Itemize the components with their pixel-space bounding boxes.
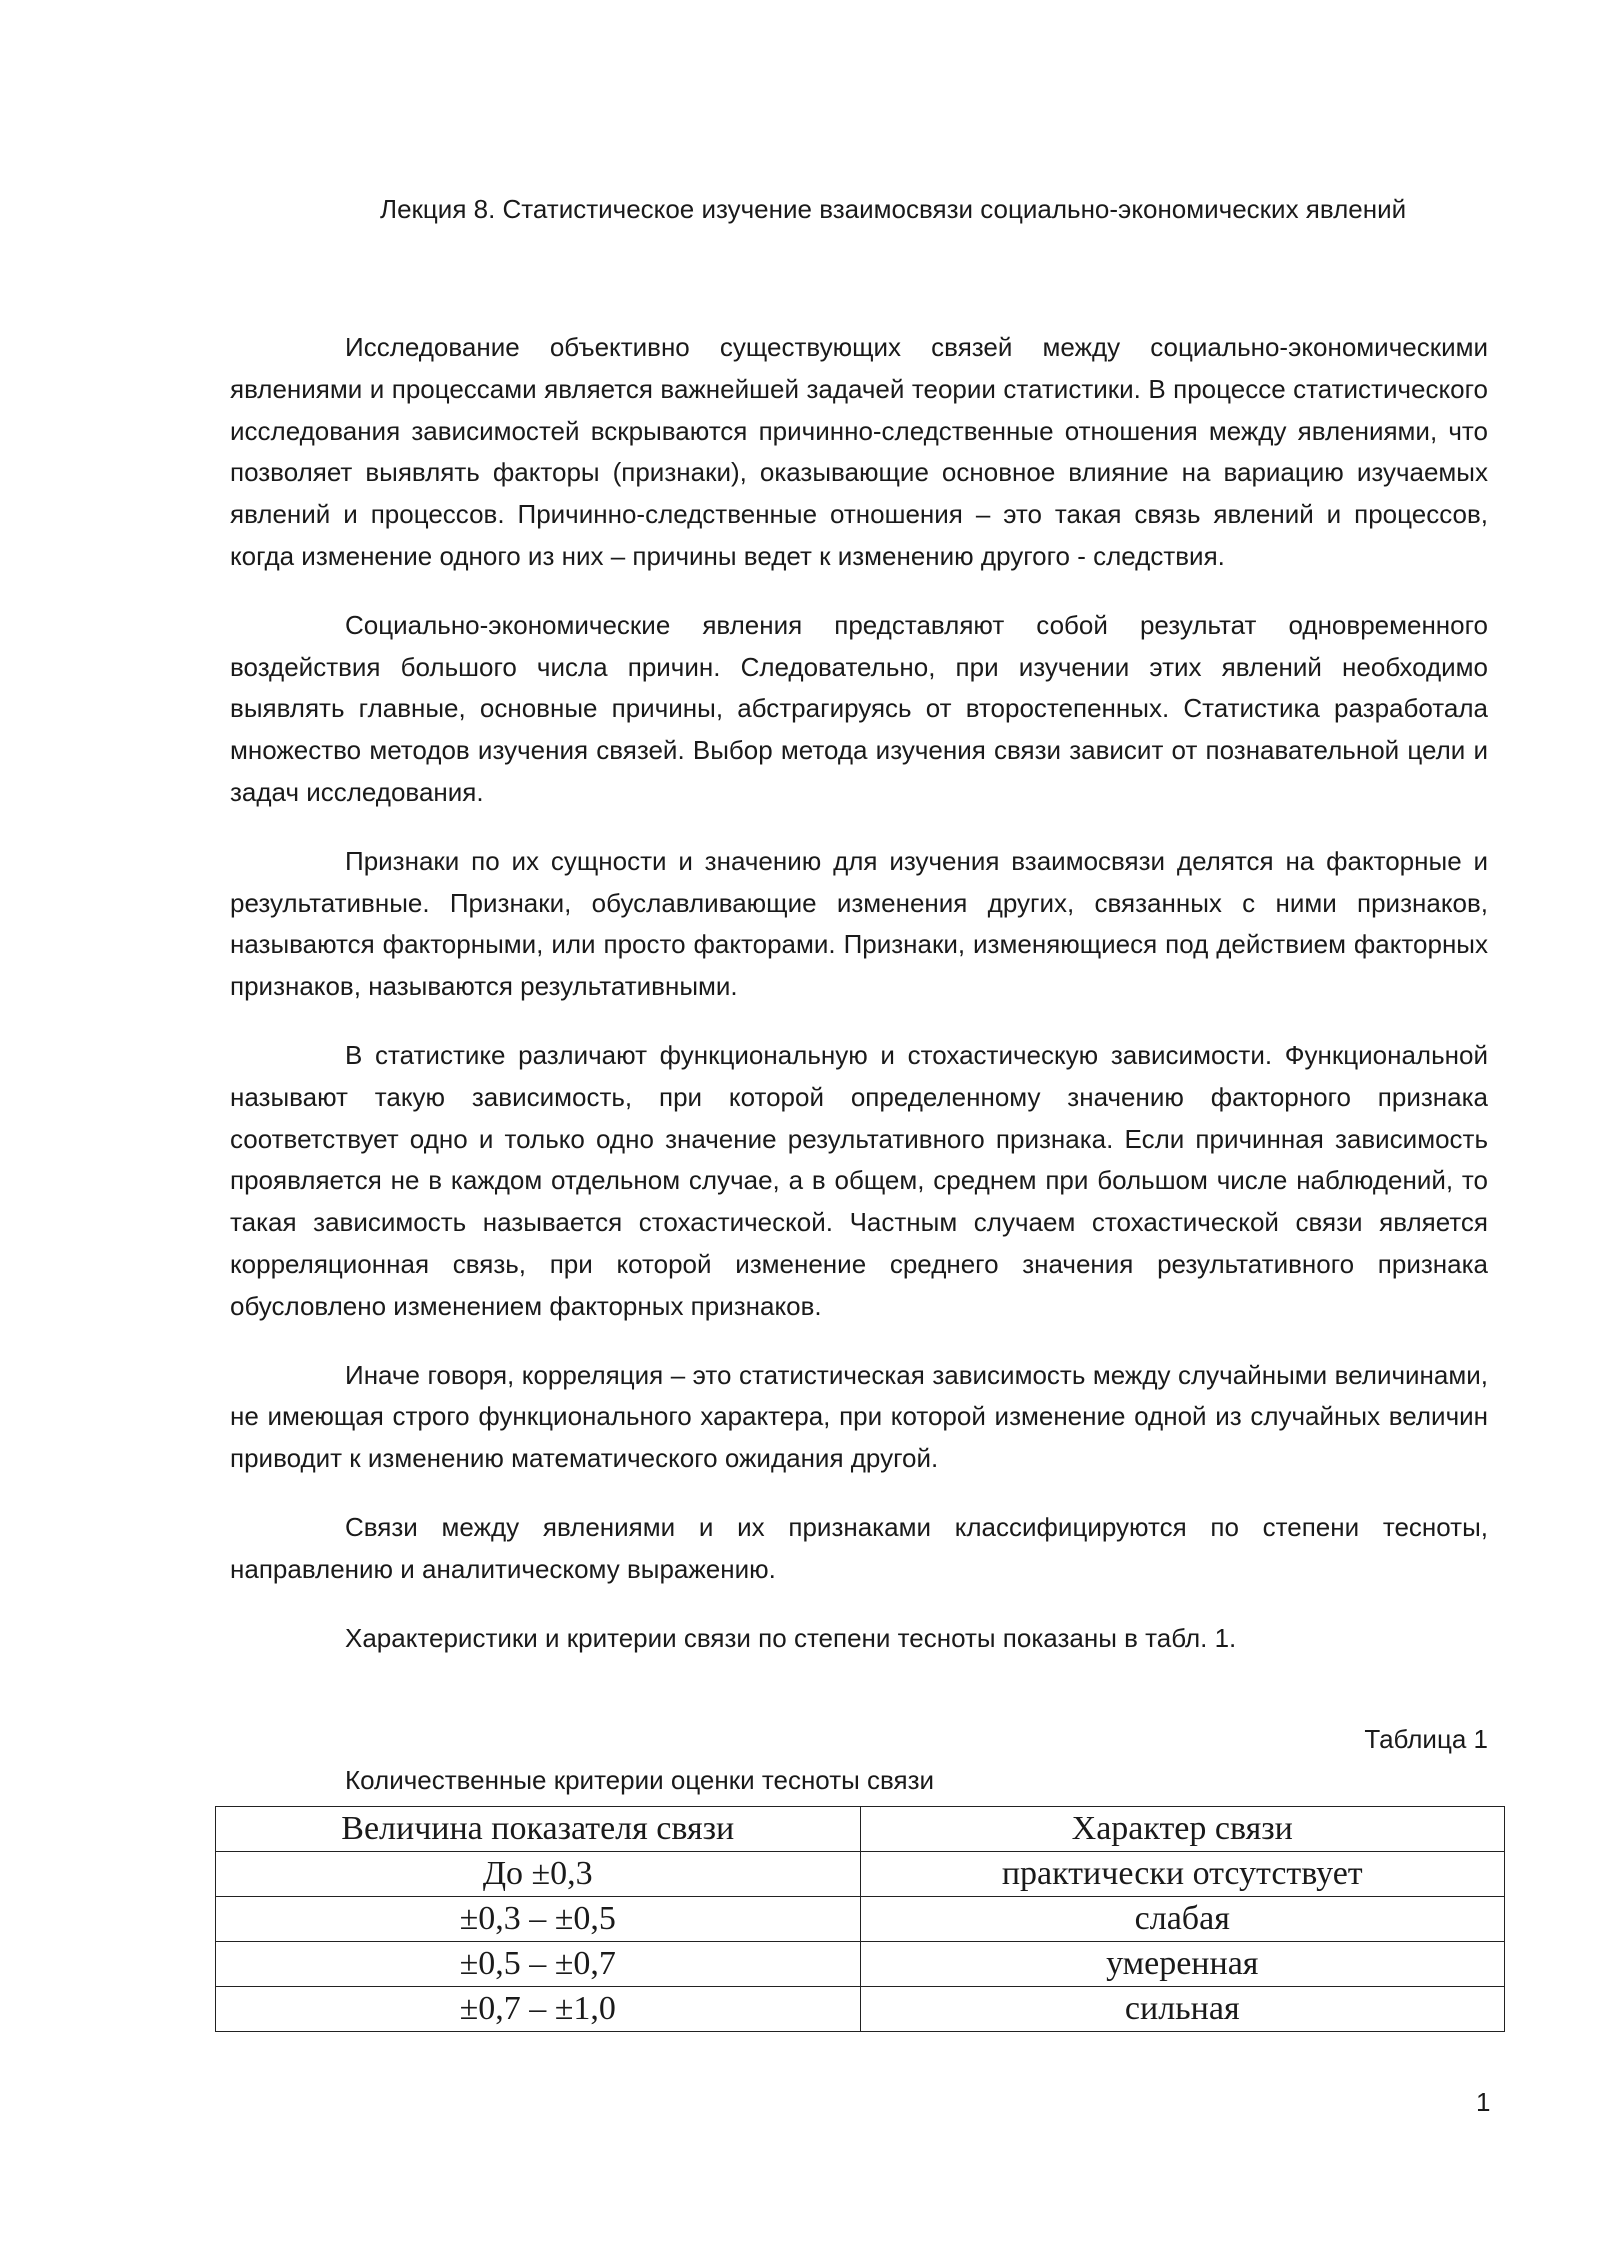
table-caption: Количественные критерии оценки тесноты связи	[345, 1765, 935, 1795]
table-row	[216, 1852, 1505, 1897]
table-header-row	[216, 1807, 1505, 1852]
table-cell: сильная	[860, 1987, 1505, 2032]
table-row	[216, 1987, 1505, 2032]
paragraph: Характеристики и критерии связи по степени тесноты показаны в табл. 1.	[345, 1622, 1237, 1653]
paragraph: В статистике различают функциональную и стохастическую зависимости. Функциональной называют такую зависимость, при которой определенному значению факторного признака соответствует одно и только одно значение результативного признака. Если причинная зависимость проявляется не в каждом отдельном случае, а в общем, среднем при большом числе наблюдений, то такая зависимость называется стохастической. Частным случаем стохастической связи является корреляционная связь, при которой изменение среднего значения результативного признака обусловлено изменением факторных признаков.	[230, 1039, 1488, 1321]
table-row	[216, 1942, 1505, 1987]
body-text	[230, 327, 1488, 1686]
criteria-table	[215, 1806, 1505, 2032]
table-header-cell: Характер связи	[860, 1807, 1505, 1852]
table-header-cell: Величина показателя связи	[216, 1807, 861, 1852]
paragraph: Социально-экономические явления представляют собой результат одновременного воздействия большого числа причин. Следовательно, при изучении этих явлений необходимо выявлять главные, основные причины, абстрагируясь от второстепенных. Статистика разработала множество методов изучения связей. Выбор метода изучения связи зависит от познавательной цели и задач исследования.	[230, 609, 1488, 807]
table-number-label: Таблица 1	[1364, 1724, 1488, 1754]
table-cell: ±0,7 – ±1,0	[216, 1987, 861, 2032]
table-row	[216, 1897, 1505, 1942]
table-cell: практически отсутствует	[860, 1852, 1505, 1897]
table-cell: ±0,3 – ±0,5	[216, 1897, 861, 1942]
paragraph: Исследование объективно существующих связей между социально-экономическими явлениями и процессами является важнейшей задачей теории статистики. В процессе статистического исследования зависимостей вскрываются причинно-следственные отношения между явлениями, что позволяет выявлять факторы (признаки), оказывающие основное влияние на вариацию изучаемых явлений и процессов. Причинно-следственные отношения – это такая связь явлений и процессов, когда изменение одного из них – причины ведет к изменению другого - следствия.	[230, 332, 1488, 571]
table-cell: умеренная	[860, 1942, 1505, 1987]
paragraph: Связи между явлениями и их признаками классифицируются по степени тесноты, направлению и аналитическому выражению.	[230, 1511, 1488, 1584]
lecture-title: Лекция 8. Статистическое изучение взаимосвязи социально-экономических явлений	[380, 194, 1407, 224]
paragraph: Иначе говоря, корреляция – это статистическая зависимость между случайными величинами, не имеющая строго функционального характера, при которой изменение одной из случайных величин приводит к изменению математического ожидания другой.	[230, 1359, 1488, 1474]
table-cell: слабая	[860, 1897, 1505, 1942]
table-cell: До ±0,3	[216, 1852, 861, 1897]
table-cell: ±0,5 – ±0,7	[216, 1942, 861, 1987]
page-number: 1	[1476, 2087, 1491, 2117]
paragraph: Признаки по их сущности и значению для изучения взаимосвязи делятся на факторные и результативные. Признаки, обуславливающие изменения других, связанных с ними признаков, называются факторными, или просто факторами. Признаки, изменяющиеся под действием факторных признаков, называются результативными.	[230, 845, 1488, 1002]
